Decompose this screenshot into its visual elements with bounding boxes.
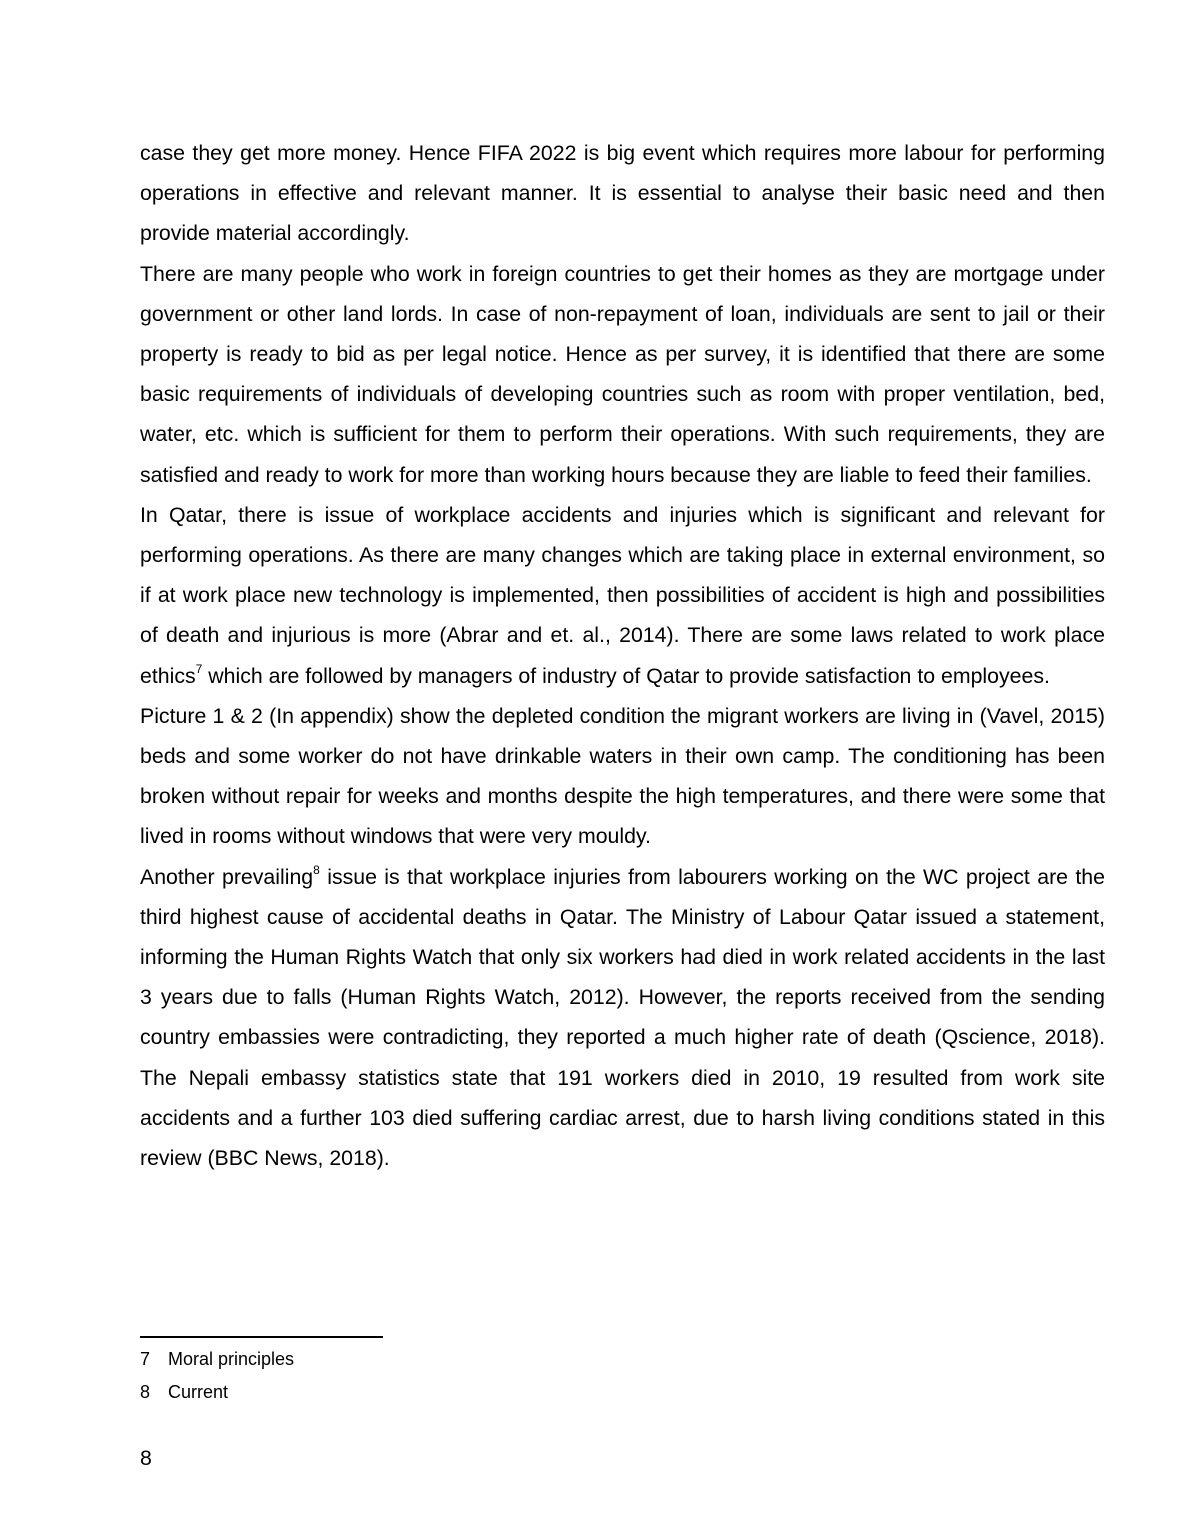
- footnote-text: Current: [168, 1382, 229, 1402]
- paragraph-text-after: issue is that workplace injuries from labourers working on the WC project are the third highest cause of accidental deaths in Qatar. The Ministry of Labour Qatar issued a statement, informing the Human Rights Watch that only six workers had died in work related accidents in the last 3 years due to falls (Human Rights Watch, 2012). However, the reports received from the sending country embassies were contradicting, they reported a much higher rate of death (Qscience, 2018). The Nepali embassy statistics state that 191 workers died in 2010, 19 resulted from work site accidents and a further 103 died suffering cardiac arrest, due to harsh living conditions stated in this review (BBC News, 2018).: [140, 864, 1105, 1171]
- paragraph-text-after: which are followed by managers of industry of Qatar to provide satisfaction to employees.: [202, 663, 1050, 688]
- footnote-number: 7: [140, 1349, 151, 1369]
- paragraph-3: [140, 495, 1105, 696]
- paragraph-5: [140, 857, 1105, 1179]
- footnote-7: [140, 1343, 294, 1376]
- body-text: [140, 133, 1105, 1178]
- paragraph-2: [140, 254, 1105, 495]
- footnote-ref-8[interactable]: 8: [313, 862, 320, 877]
- footnote-separator: [140, 1336, 383, 1338]
- footnote-number: 8: [140, 1382, 151, 1402]
- paragraph-4: [140, 696, 1105, 857]
- paragraph-1: [140, 133, 1105, 254]
- paragraph-text: case they get more money. Hence FIFA 2022 is big event which requires more labour for performing operations in effective and relevant manner. It is essential to analyse their basic need and then provide material accordingly.: [140, 141, 1105, 246]
- paragraph-text: Picture 1 & 2 (In appendix) show the depleted condition the migrant workers are living in (Vavel, 2015) beds and some worker do not have drinkable waters in their own camp. The conditioning has been broken without repair for weeks and months despite the high temperatures, and there were some that lived in rooms without windows that were very mouldy.: [140, 703, 1105, 849]
- footnotes: [140, 1343, 294, 1409]
- page-number: 8: [140, 1446, 152, 1470]
- paragraph-text-before: In Qatar, there is issue of workplace accidents and injuries which is significant and relevant for performing operations. As there are many changes which are taking place in external environment, so if at work place new technology is implemented, then possibilities of accident is high and possibilities of death and injurious is more (Abrar and et. al., 2014). There are some laws related to work place ethics: [140, 502, 1105, 688]
- footnote-ref-7[interactable]: 7: [195, 661, 203, 676]
- paragraph-text-before: Another prevailing: [140, 864, 314, 889]
- footnote-text: Moral principles: [168, 1349, 295, 1369]
- paragraph-text: There are many people who work in foreign countries to get their homes as they are mortgage under government or other land lords. In case of non-repayment of loan, individuals are sent to jail or their property is ready to bid as per legal notice. Hence as per survey, it is identified that there are some basic requirements of individuals of developing countries such as room with proper ventilation, bed, water, etc. which is sufficient for them to perform their operations. With such requirements, they are satisfied and ready to work for more than working hours because they are liable to feed their families.: [140, 261, 1105, 487]
- footnote-8: [140, 1376, 294, 1409]
